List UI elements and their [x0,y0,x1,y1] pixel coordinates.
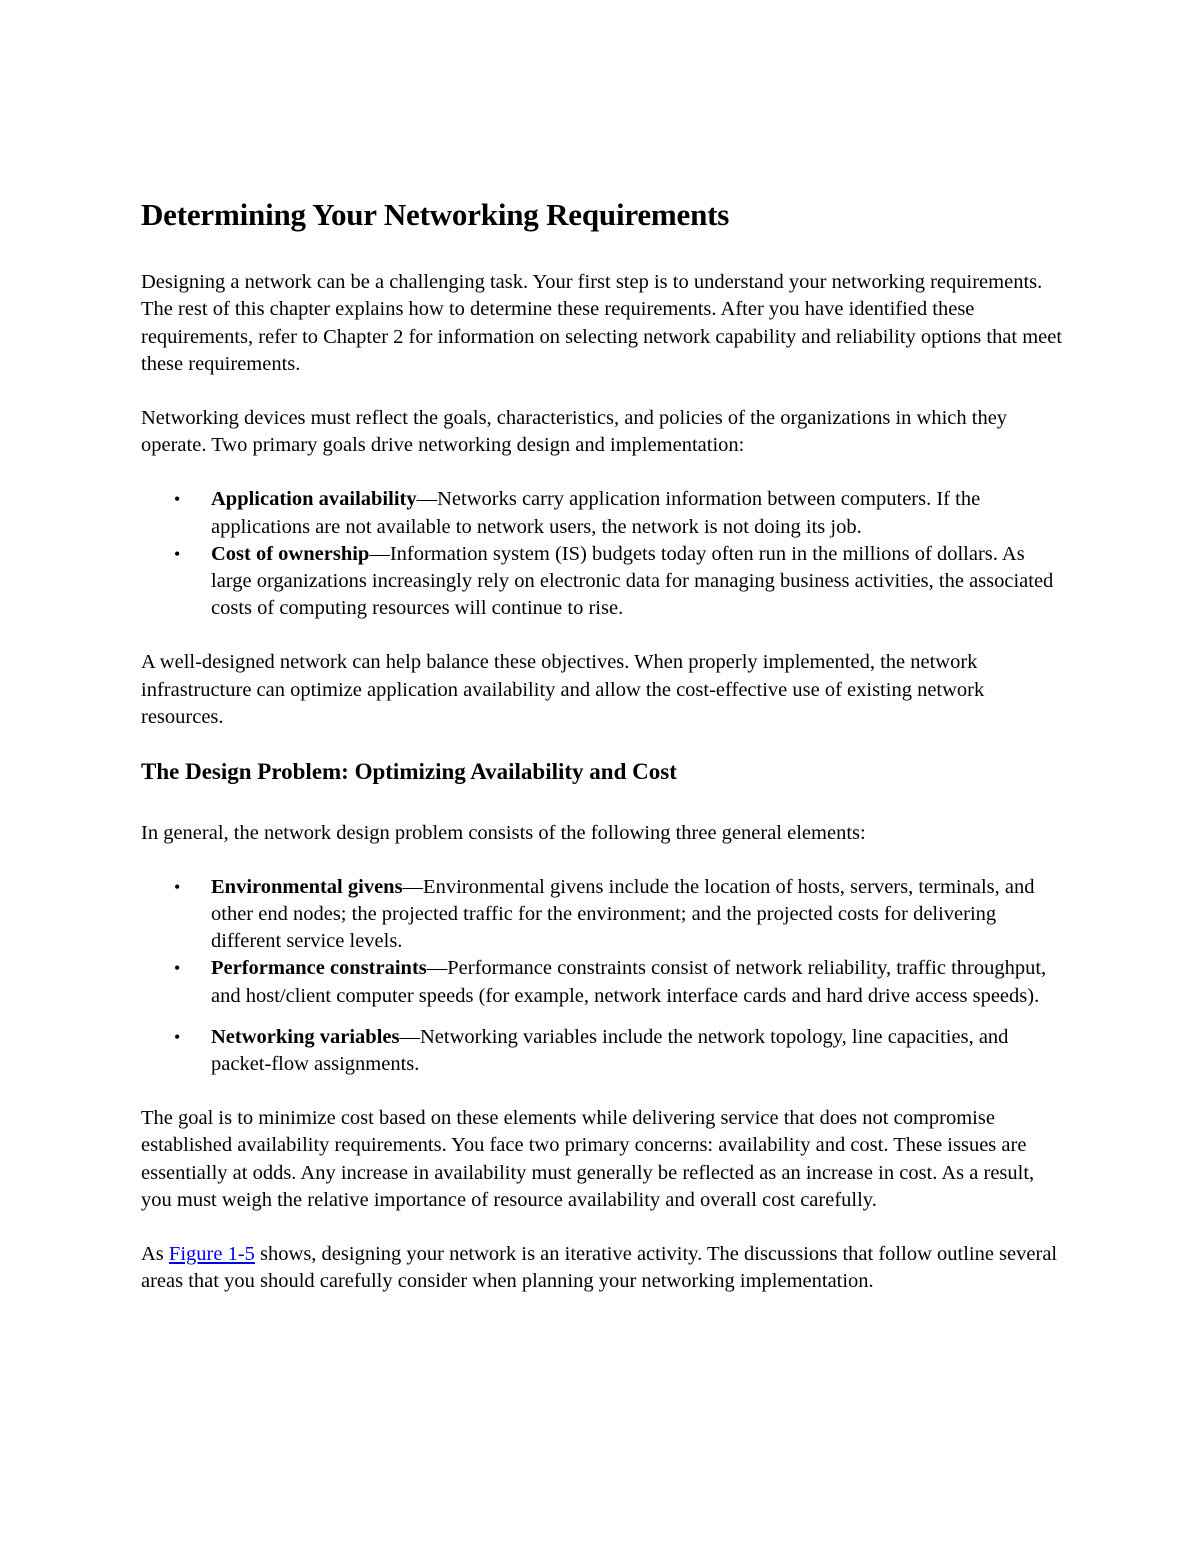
final-paragraph-lead: As [141,1243,169,1266]
list-item-text: —Environmental givens include the location of hosts, servers, terminals, and other end nodes; the projected traffic for the environment; and the projected costs for delivering different service levels. [211,875,1035,953]
list-item-term: Cost of ownership [211,542,370,565]
list-item [141,955,1066,1009]
bullet-icon: • [174,1026,181,1047]
list-item-text: —Networking variables include the network topology, line capacities, and packet-flow assignments. [211,1025,1009,1076]
section-heading: The Design Problem: Optimizing Availability and Cost [141,759,677,785]
goal-paragraph: The goal is to minimize cost based on these elements while delivering service that does not compromise established availability requirements. You face two primary concerns: availability and cost. These issues are essentially at odds. Any increase in availability must generally be reflected as an increase in cost. As a result, you must weigh the relative importance of resource availability and overall cost carefully. [141,1107,1035,1211]
list-item-term: Environmental givens [211,875,403,898]
final-paragraph-rest: shows, designing your network is an iterative activity. The discussions that follow outline several areas that you should carefully consider when planning your networking implementation. [141,1243,1058,1293]
list-item [141,486,1066,540]
list-item [141,874,1066,956]
balance-paragraph: A well-designed network can help balance these objectives. When properly implemented, the network infrastructure can optimize application availability and allow the cost-effective use of existing network resources. [141,651,985,728]
page-title: Determining Your Networking Requirements [141,197,730,232]
list-item-term: Performance constraints [211,957,427,980]
elements-intro-paragraph: In general, the network design problem consists of the following three general elements: [141,821,866,844]
final-paragraph [141,1241,1066,1295]
list-item [141,1024,1066,1078]
bullet-icon: • [174,543,181,564]
list-item-text: —Information system (IS) budgets today often run in the millions of dollars. As large organizations increasingly rely on electronic data for managing business activities, the associated costs of computing resources will continue to rise. [211,542,1054,620]
list-item-text: —Performance constraints consist of network reliability, traffic throughput, and host/client computer speeds (for example, network interface cards and hard drive access speeds). [211,957,1047,1007]
list-item-text: —Networks carry application information between computers. If the applications are not available to network users, the network is not doing its job. [211,488,981,538]
bullet-icon: • [174,876,181,897]
goals-intro-paragraph: Networking devices must reflect the goals, characteristics, and policies of the organizations in which they operate. Two primary goals drive networking design and implementation: [141,407,1008,457]
goals-list [141,486,1066,622]
list-item-term: Networking variables [211,1025,400,1048]
bullet-icon: • [174,958,181,979]
intro-paragraph: Designing a network can be a challenging task. Your first step is to understand your networking requirements. The rest of this chapter explains how to determine these requirements. After you have identified these requirements, refer to Chapter 2 for information on selecting network capability and reliability options that meet these requirements. [141,271,1063,375]
bullet-icon: • [174,489,181,510]
document-page [141,196,1066,1322]
figure-link[interactable]: Figure 1-5 [168,1243,255,1266]
elements-list [141,874,1066,1078]
list-item-term: Application availability [211,488,417,511]
list-item [141,541,1066,623]
